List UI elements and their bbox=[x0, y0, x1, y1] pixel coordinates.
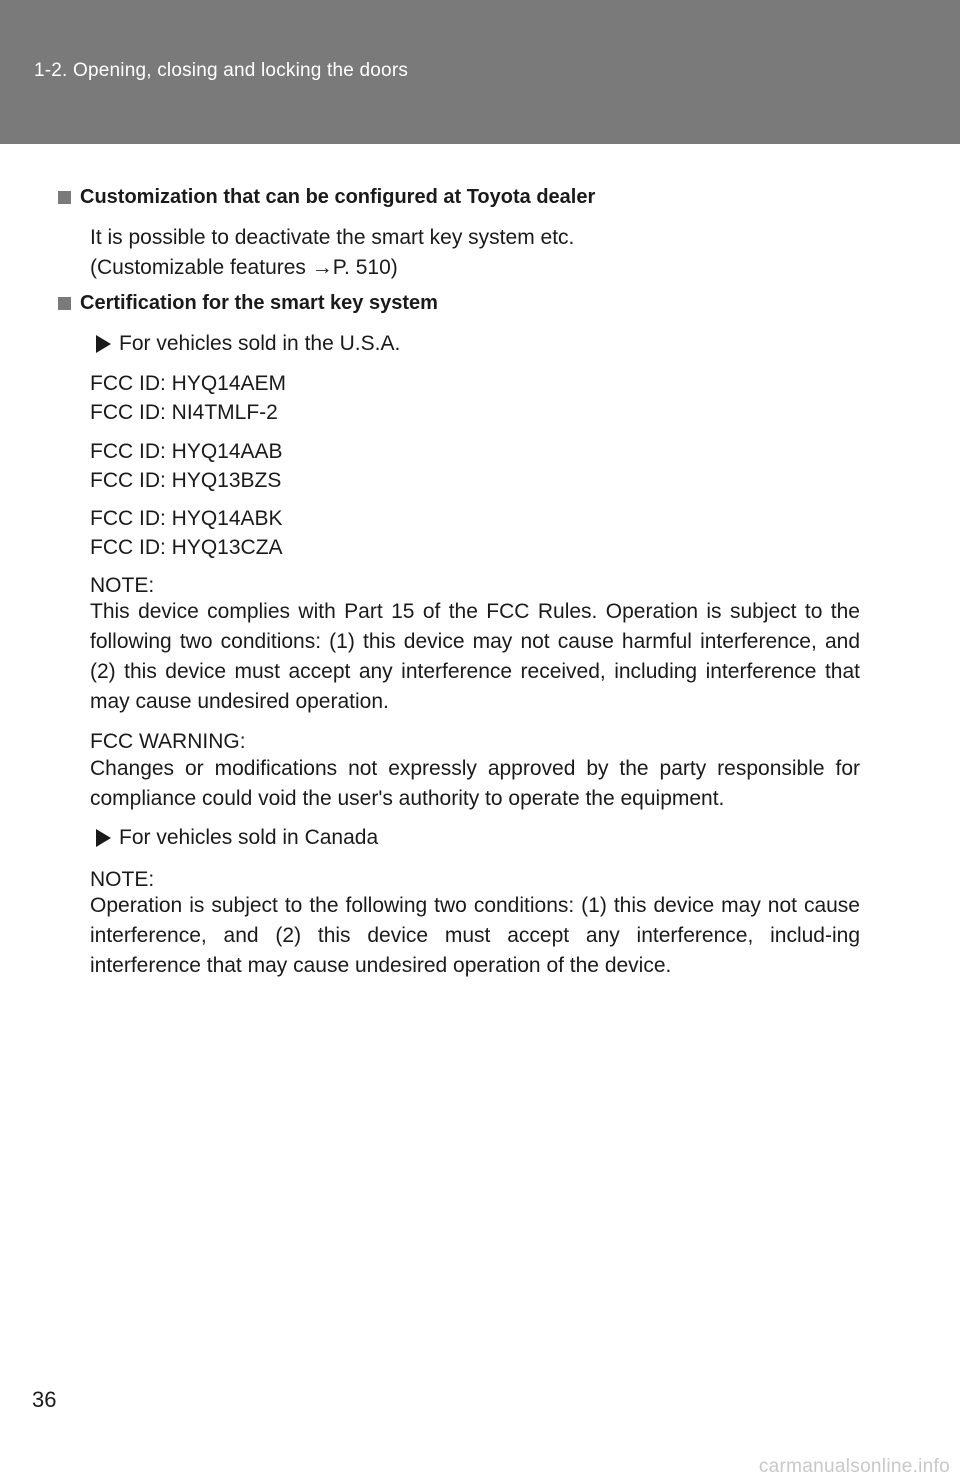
canada-note-text: Operation is subject to the following two conditions: (1) this device may not cause interference, and (2) this device must accept any interference, includ-ing interference that may cause undesired operation of the device. bbox=[90, 894, 860, 977]
site-watermark: carmanualsonline.info bbox=[758, 1456, 950, 1477]
canada-subheading-text: For vehicles sold in Canada bbox=[119, 826, 379, 849]
square-bullet-icon bbox=[58, 297, 71, 310]
warning-label: FCC WARNING: bbox=[90, 730, 246, 753]
usa-subheading-text: For vehicles sold in the U.S.A. bbox=[119, 332, 401, 355]
customization-line-2: (Customizable features →P. 510) bbox=[90, 256, 398, 279]
warning-text: Changes or modifications not expressly approved by the party responsible for compliance could void the user's authority to operate the equipment. bbox=[90, 757, 860, 810]
canada-note-label: NOTE: bbox=[90, 868, 155, 891]
note-text: This device complies with Part 15 of the FCC Rules. Operation is subject to the following two conditions: (1) this device may not cause harmful interference, and (2) this device must accept any interference received, including interference that may cause undesired operation. bbox=[90, 600, 860, 713]
certification-heading bbox=[58, 292, 438, 315]
customization-heading-text: Customization that can be configured at Toyota dealer bbox=[80, 186, 596, 208]
canada-subheading bbox=[96, 826, 378, 850]
usa-subheading bbox=[96, 332, 400, 356]
fcc-id-line: FCC ID: HYQ13BZS bbox=[90, 469, 282, 492]
customization-line-1: It is possible to deactivate the smart key system etc. bbox=[90, 226, 575, 249]
fcc-id-line: FCC ID: HYQ14AEM bbox=[90, 372, 287, 395]
page-header bbox=[0, 0, 960, 144]
fcc-id-line: FCC ID: HYQ14ABK bbox=[90, 507, 283, 530]
certification-heading-text: Certification for the smart key system bbox=[80, 292, 438, 314]
fcc-id-line: FCC ID: HYQ14AAB bbox=[90, 440, 283, 463]
note-label: NOTE: bbox=[90, 574, 155, 597]
fcc-id-line: FCC ID: HYQ13CZA bbox=[90, 536, 283, 559]
square-bullet-icon bbox=[58, 191, 71, 204]
section-title: 1-2. Opening, closing and locking the doors bbox=[34, 60, 409, 81]
triangle-bullet-icon bbox=[96, 829, 111, 847]
page-number: 36 bbox=[32, 1387, 57, 1412]
customization-heading bbox=[58, 186, 595, 209]
triangle-bullet-icon bbox=[96, 335, 111, 353]
fcc-id-line: FCC ID: NI4TMLF-2 bbox=[90, 401, 278, 424]
